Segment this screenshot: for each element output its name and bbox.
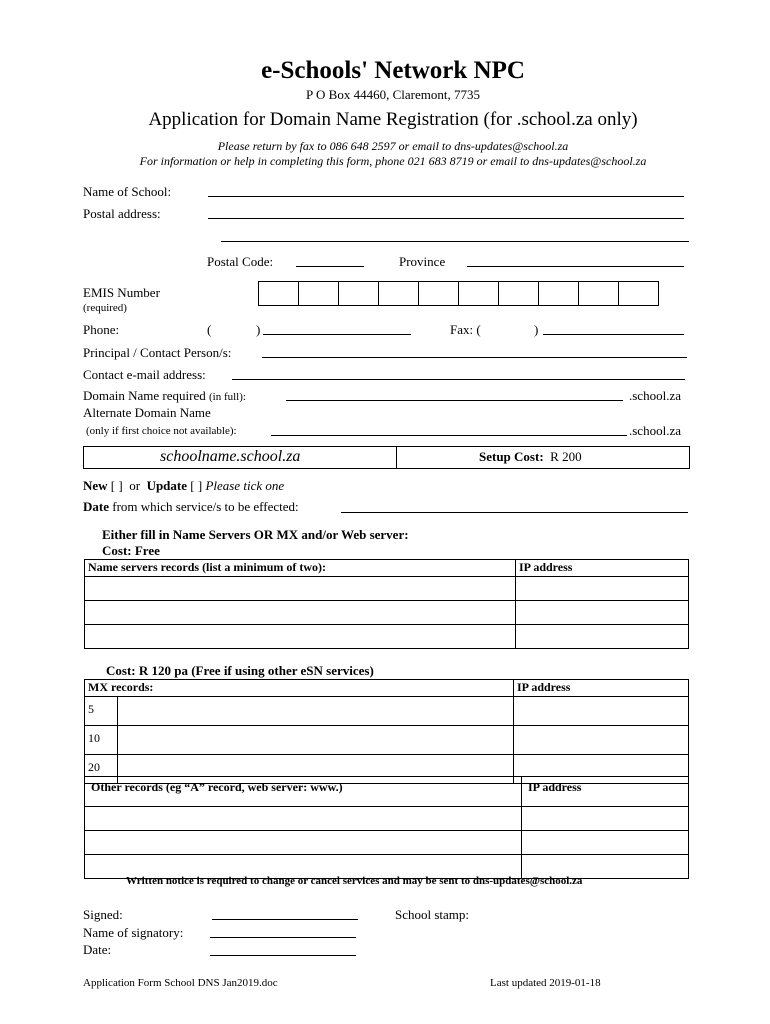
table-header-row [85,777,689,807]
principal-label: Principal / Contact Person/s: [83,345,232,360]
emis-digit-box[interactable] [298,281,339,306]
tick-hint: Please tick one [205,478,285,493]
ns-record-cell[interactable] [85,577,516,601]
emis-digit-box[interactable] [578,281,619,306]
domain-suffix: .school.za [629,388,681,403]
fax-label: Fax: ( [450,322,481,337]
table-row [85,601,689,625]
mx-col-records: MX records: [85,680,514,697]
mx-ip-cell[interactable] [514,726,689,755]
written-notice: Written notice is required to change or cancel services and may be sent to dns-updates@school.za [126,875,583,887]
other-records-table [84,776,689,879]
org-title: e-Schools' Network NPC [261,57,525,84]
postal-address-field-2[interactable] [221,241,689,242]
phone-label: Phone: [83,322,120,337]
alt-domain-field[interactable] [271,435,627,436]
emis-digit-box[interactable] [498,281,539,306]
ns-cost: Cost: Free [102,543,160,558]
ns-ip-cell[interactable] [516,601,689,625]
signed-field[interactable] [212,919,358,920]
phone-field[interactable] [263,334,411,335]
phone-paren-open: ( [207,322,212,337]
mx-priority: 10 [85,726,118,755]
emis-digit-box[interactable] [338,281,379,306]
emis-digit-box[interactable] [538,281,579,306]
school-stamp-label: School stamp: [395,907,470,922]
domain-label-text: Domain Name required [83,388,206,403]
emis-required-note: (required) [83,302,127,314]
update-label: Update [146,478,188,493]
contact-email-field[interactable] [232,379,685,380]
domain-label-note: (in full): [208,391,246,403]
mx-records-table [84,679,689,784]
or-text: or [129,478,141,493]
signatory-name-field[interactable] [210,937,356,938]
setup-cost [479,449,582,465]
table-row [85,697,689,726]
footer-updated: Last updated 2019-01-18 [490,977,601,989]
mx-ip-cell[interactable] [514,697,689,726]
return-note: Please return by fax to 086 648 2597 or email to dns-updates@school.za [217,139,569,153]
table-row [85,577,689,601]
table-row [85,831,689,855]
ns-ip-cell[interactable] [516,577,689,601]
phone-paren-close: ) [256,322,261,337]
signed-label: Signed: [83,907,123,922]
setup-cost-value: R 200 [550,449,582,464]
name-servers-table [84,559,689,649]
alt-domain-suffix: .school.za [629,423,681,438]
emis-digit-box[interactable] [618,281,659,306]
province-field[interactable] [467,266,684,267]
sign-date-field[interactable] [210,955,356,956]
date-desc: from which service/s to be effected: [112,499,299,514]
fax-field[interactable] [543,334,684,335]
update-checkbox[interactable]: [ ] [190,478,203,493]
ns-col-ip: IP address [516,560,689,577]
alt-domain-note: (only if first choice not available): [86,425,237,437]
table-row [85,625,689,649]
alt-domain-label: Alternate Domain Name [83,405,211,420]
mx-col-ip: IP address [514,680,689,697]
emis-label: EMIS Number [83,285,160,300]
emis-digit-box[interactable] [418,281,459,306]
signatory-name-label: Name of signatory: [83,925,184,940]
ns-record-cell[interactable] [85,625,516,649]
setup-cost-box [83,446,690,469]
school-name-label: Name of School: [83,184,172,199]
table-row [85,807,689,831]
postal-code-label: Postal Code: [207,254,274,269]
effective-date-field[interactable] [341,512,688,513]
help-note: For information or help in completing this form, phone 021 683 8719 or email to dns-updates@school.za [139,154,647,168]
other-record-cell[interactable] [85,807,522,831]
form-title: Application for Domain Name Registration (for .school.za only) [148,109,638,130]
other-ip-cell[interactable] [522,831,689,855]
emis-digit-box[interactable] [458,281,499,306]
org-address: P O Box 44460, Claremont, 7735 [306,87,480,102]
table-header-row [85,680,689,697]
table-row [85,726,689,755]
table-header-row [85,560,689,577]
emis-digit-box[interactable] [258,281,299,306]
other-ip-cell[interactable] [522,807,689,831]
principal-field[interactable] [262,357,687,358]
date-word: Date [83,499,109,514]
footer-filename: Application Form School DNS Jan2019.doc [83,977,278,989]
setup-divider [396,447,397,468]
school-name-field[interactable] [208,196,684,197]
mx-host-cell[interactable] [118,697,514,726]
ns-intro: Either fill in Name Servers OR MX and/or Web server: [102,527,409,542]
emis-digit-box[interactable] [378,281,419,306]
new-checkbox[interactable]: [ ] [110,478,123,493]
new-update-row [83,478,284,494]
mx-cost: Cost: R 120 pa (Free if using other eSN services) [106,663,374,678]
ns-record-cell[interactable] [85,601,516,625]
province-label: Province [399,254,446,269]
new-label: New [83,478,108,493]
postal-address-label: Postal address: [83,206,161,221]
fax-paren-close: ) [534,322,539,337]
ns-ip-cell[interactable] [516,625,689,649]
domain-example: schoolname.school.za [160,448,301,465]
other-col-ip: IP address [522,777,689,807]
postal-address-field-1[interactable] [208,218,684,219]
sign-date-label: Date: [83,942,112,957]
postal-code-field[interactable] [296,266,364,267]
effective-date-label [83,499,299,515]
other-record-cell[interactable] [85,831,522,855]
mx-priority: 20 [85,755,118,784]
ns-col-records: Name servers records (list a minimum of two): [85,560,516,577]
domain-field[interactable] [286,400,623,401]
domain-label [83,388,246,404]
mx-host-cell[interactable] [118,726,514,755]
contact-email-label: Contact e-mail address: [83,367,206,382]
emis-number-boxes[interactable] [259,281,659,306]
other-col-records: Other records (eg “A” record, web server: www.) [85,777,522,807]
setup-cost-label: Setup Cost: [479,449,544,464]
mx-priority: 5 [85,697,118,726]
